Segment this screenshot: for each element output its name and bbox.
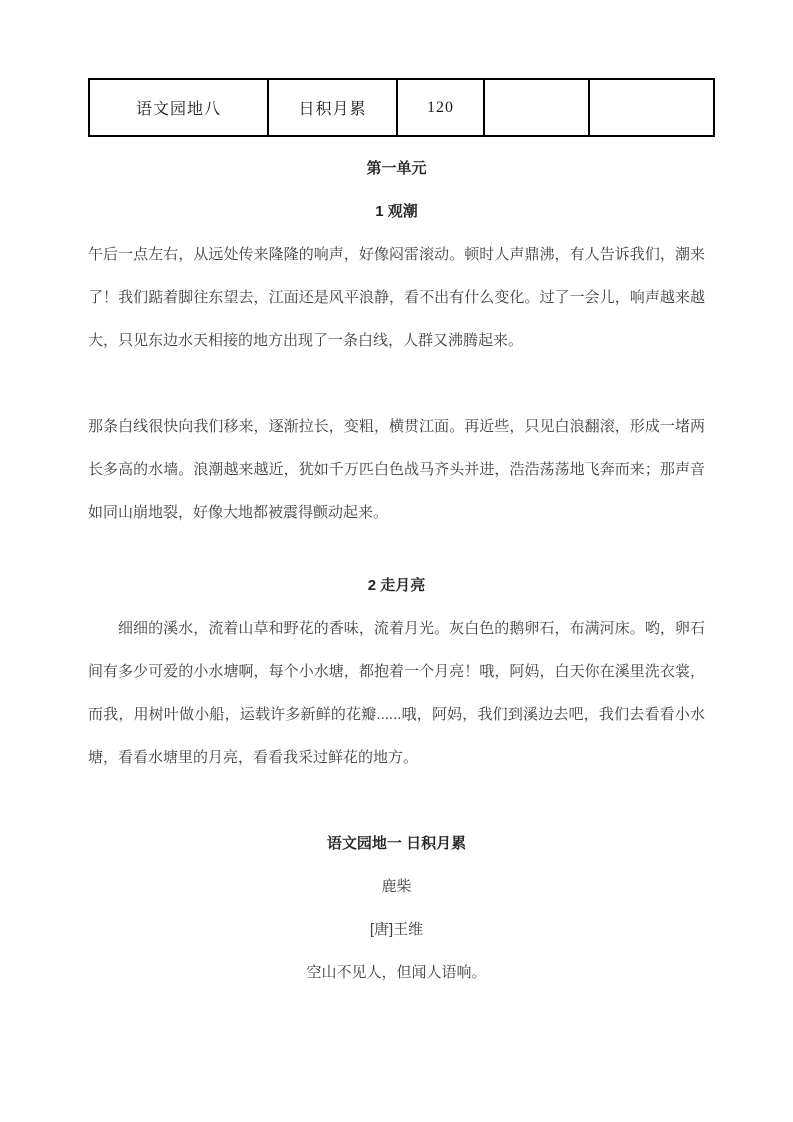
table-cell-empty-1 [484,79,589,136]
unit-heading: 第一单元 [366,160,427,177]
lesson2-paragraph-1: 细细的溪水，流着山草和野花的香味，流着月光。灰白色的鹅卵石，布满河床。哟，卵石间有多少可爱的小水塘啊，每个小水塘，都抱着一个月亮！哦，阿妈，白天你在溪里洗衣裳，而我，用树叶做小船，运载许多新鲜的花瓣......哦，阿妈，我们到溪边去吧，我们去看看小水塘，看看水塘里的月亮，看看我采过鲜花的地方。 [88,620,705,766]
table-cell-page-number: 120 [397,79,484,136]
header-table [88,78,715,137]
table-cell-section: 日积月累 [268,79,397,136]
poem-title: 鹿柴 [381,878,412,895]
lesson2-title: 2 走月亮 [367,577,426,594]
header-table-row [89,79,714,136]
lesson1-paragraph-2: 那条白线很快向我们移来，逐渐拉长，变粗，横贯江面。再近些，只见白浪翻滚，形成一堵两长多高的水墙。浪潮越来越近，犹如千万匹白色战马齐头并进，浩浩荡荡地飞奔而来；那声音如同山崩地裂，好像大地都被震得颤动起来。 [88,418,705,521]
garden-heading: 语文园地一 日积月累 [326,835,467,852]
table-cell-empty-2 [589,79,714,136]
poem-author: [唐]王维 [369,921,424,938]
lesson1-paragraph-1: 午后一点左右，从远处传来隆隆的响声，好像闷雷滚动。顿时人声鼎沸，有人告诉我们，潮来了！我们踮着脚往东望去，江面还是风平浪静，看不出有什么变化。过了一会儿，响声越来越大，只见东边水天相接的地方出现了一条白线，人群又沸腾起来。 [88,246,705,349]
lesson1-title: 1 观潮 [375,203,418,220]
table-cell-title: 语文园地八 [89,79,268,136]
poem-line-1: 空山不见人，但闻人语响。 [306,964,487,981]
